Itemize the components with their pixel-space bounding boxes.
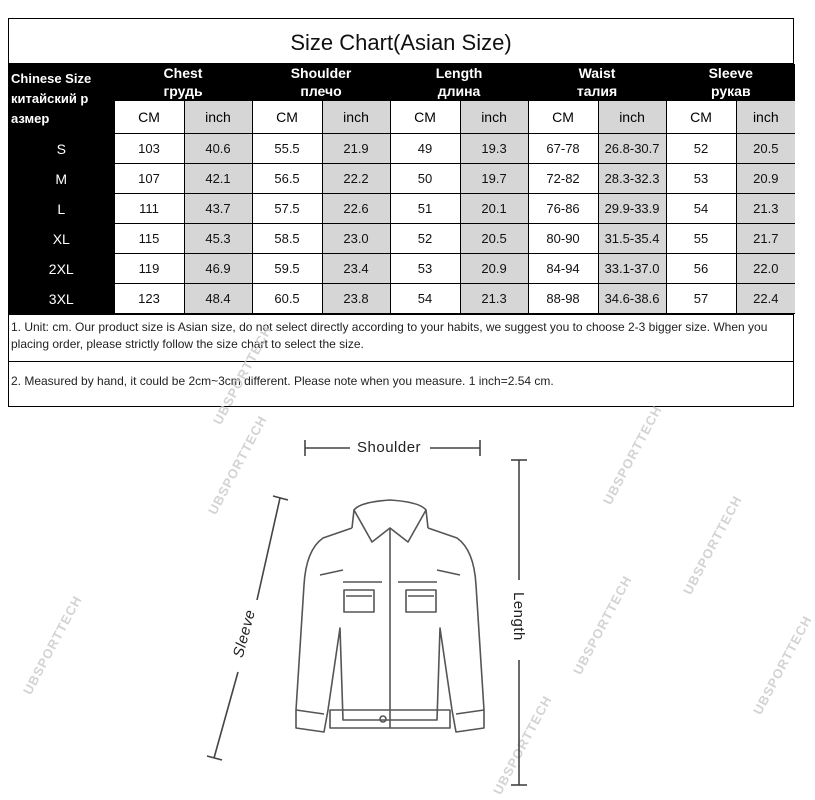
value-cell: 26.8-30.7 — [598, 134, 666, 164]
value-cell: 80-90 — [528, 224, 598, 254]
watermark: UBSPORTTECH — [490, 692, 555, 798]
unit-inch: inch — [184, 101, 252, 134]
value-cell: 54 — [390, 284, 460, 314]
value-cell: 46.9 — [184, 254, 252, 284]
size-column-header — [9, 64, 114, 134]
value-cell: 29.9-33.9 — [598, 194, 666, 224]
unit-cm: CM — [252, 101, 322, 134]
table-row — [9, 284, 795, 314]
value-cell: 31.5-35.4 — [598, 224, 666, 254]
group-en: Length — [435, 65, 483, 81]
value-cell: 51 — [390, 194, 460, 224]
value-cell: 60.5 — [252, 284, 322, 314]
group-ru: длина — [437, 83, 481, 99]
group-header-sleeve — [666, 64, 795, 101]
value-cell: 88-98 — [528, 284, 598, 314]
value-cell: 21.3 — [460, 284, 528, 314]
chart-title: Size Chart(Asian Size) — [9, 19, 793, 64]
value-cell: 43.7 — [184, 194, 252, 224]
shoulder-label: Shoulder — [357, 439, 422, 456]
group-header-chest — [114, 64, 252, 101]
size-table — [9, 64, 795, 314]
value-cell: 22.0 — [736, 254, 795, 284]
group-en: Waist — [578, 65, 616, 81]
size-cell: 2XL — [9, 254, 114, 284]
value-cell: 56.5 — [252, 164, 322, 194]
table-row — [9, 224, 795, 254]
value-cell: 23.0 — [322, 224, 390, 254]
size-chart — [8, 18, 794, 407]
value-cell: 103 — [114, 134, 184, 164]
value-cell: 20.9 — [736, 164, 795, 194]
unit-inch: inch — [322, 101, 390, 134]
value-cell: 107 — [114, 164, 184, 194]
value-cell: 21.3 — [736, 194, 795, 224]
value-cell: 76-86 — [528, 194, 598, 224]
value-cell: 20.1 — [460, 194, 528, 224]
watermark: UBSPORTTECH — [680, 492, 745, 598]
watermark: UBSPORTTECH — [210, 322, 275, 428]
value-cell: 34.6-38.6 — [598, 284, 666, 314]
value-cell: 52 — [390, 224, 460, 254]
watermark: UBSPORTTECH — [205, 412, 270, 518]
value-cell: 57 — [666, 284, 736, 314]
value-cell: 22.6 — [322, 194, 390, 224]
value-cell: 48.4 — [184, 284, 252, 314]
value-cell: 58.5 — [252, 224, 322, 254]
value-cell: 19.7 — [460, 164, 528, 194]
group-ru: рукав — [711, 83, 751, 99]
value-cell: 59.5 — [252, 254, 322, 284]
value-cell: 28.3-32.3 — [598, 164, 666, 194]
table-row — [9, 164, 795, 194]
value-cell: 20.5 — [736, 134, 795, 164]
unit-inch: inch — [736, 101, 795, 134]
size-cell: S — [9, 134, 114, 164]
size-cell: M — [9, 164, 114, 194]
value-cell: 22.4 — [736, 284, 795, 314]
group-en: Sleeve — [708, 65, 753, 81]
group-en: Shoulder — [290, 65, 352, 81]
unit-cm: CM — [528, 101, 598, 134]
size-header-line-2: китайский р — [11, 90, 89, 106]
sleeve-label: Sleeve — [230, 607, 260, 660]
jacket-icon — [296, 500, 484, 732]
group-ru: плечо — [300, 83, 342, 99]
unit-cm: CM — [114, 101, 184, 134]
value-cell: 55 — [666, 224, 736, 254]
value-cell: 21.7 — [736, 224, 795, 254]
watermark: UBSPORTTECH — [600, 402, 665, 508]
group-header-shoulder — [252, 64, 390, 101]
table-row — [9, 254, 795, 284]
group-en: Chest — [163, 65, 203, 81]
watermark: UBSPORTTECH — [750, 612, 815, 718]
size-cell: L — [9, 194, 114, 224]
group-header-length — [390, 64, 528, 101]
value-cell: 53 — [390, 254, 460, 284]
value-cell: 33.1-37.0 — [598, 254, 666, 284]
length-label: Length — [510, 592, 527, 641]
value-cell: 54 — [666, 194, 736, 224]
value-cell: 21.9 — [322, 134, 390, 164]
size-header-line-1: Chinese Size — [11, 70, 92, 86]
value-cell: 20.5 — [460, 224, 528, 254]
value-cell: 23.8 — [322, 284, 390, 314]
value-cell: 19.3 — [460, 134, 528, 164]
value-cell: 40.6 — [184, 134, 252, 164]
watermark: UBSPORTTECH — [570, 572, 635, 678]
value-cell: 119 — [114, 254, 184, 284]
value-cell: 52 — [666, 134, 736, 164]
note-unit: 1. Unit: cm. Our product size is Asian size, do not select directly according to your habits, we suggest you to choose 2-3 bigger size. When you placing order, please strictly follow the size chart to select the size. — [9, 314, 793, 361]
value-cell: 23.4 — [322, 254, 390, 284]
unit-inch: inch — [460, 101, 528, 134]
value-cell: 123 — [114, 284, 184, 314]
unit-cm: CM — [666, 101, 736, 134]
note-measure: 2. Measured by hand, it could be 2cm~3cm different. Please note when you measure. 1 inch=2.54 cm. — [9, 361, 793, 406]
value-cell: 55.5 — [252, 134, 322, 164]
value-cell: 57.5 — [252, 194, 322, 224]
table-row — [9, 134, 795, 164]
group-header-waist — [528, 64, 666, 101]
size-cell: XL — [9, 224, 114, 254]
value-cell: 49 — [390, 134, 460, 164]
size-header-line-3: азмер — [11, 110, 50, 126]
value-cell: 45.3 — [184, 224, 252, 254]
value-cell: 111 — [114, 194, 184, 224]
group-ru: талия — [576, 83, 618, 99]
value-cell: 20.9 — [460, 254, 528, 284]
unit-inch: inch — [598, 101, 666, 134]
watermark: UBSPORTTECH — [20, 592, 85, 698]
value-cell: 56 — [666, 254, 736, 284]
jacket-illustration — [0, 410, 800, 800]
value-cell: 67-78 — [528, 134, 598, 164]
value-cell: 72-82 — [528, 164, 598, 194]
value-cell: 53 — [666, 164, 736, 194]
value-cell: 22.2 — [322, 164, 390, 194]
value-cell: 50 — [390, 164, 460, 194]
value-cell: 115 — [114, 224, 184, 254]
size-cell: 3XL — [9, 284, 114, 314]
value-cell: 84-94 — [528, 254, 598, 284]
group-ru: грудь — [163, 83, 203, 99]
value-cell: 42.1 — [184, 164, 252, 194]
table-row — [9, 194, 795, 224]
unit-cm: CM — [390, 101, 460, 134]
